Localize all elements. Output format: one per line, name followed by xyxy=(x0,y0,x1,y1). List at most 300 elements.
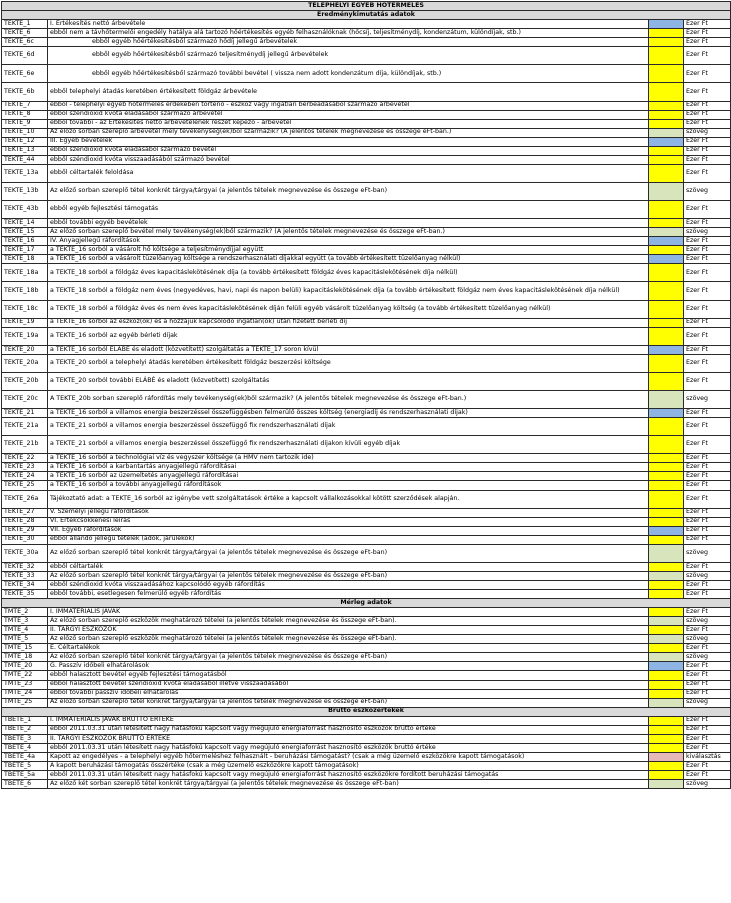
row-code: TEKTE_6 xyxy=(2,29,48,38)
section-header-row xyxy=(2,707,731,716)
data-row xyxy=(2,626,731,635)
row-unit: Ezer Ft xyxy=(684,418,731,436)
row-unit: Ezer Ft xyxy=(684,743,731,752)
data-row xyxy=(2,463,731,472)
row-code: TEKTE_21a xyxy=(2,418,48,436)
row-description: ebből 2011.03.31 után létesített nagy hatásfokú kapcsolt vagy megújuló energiaforrást hasznosító eszközök bruttó értéke xyxy=(48,725,649,734)
data-row xyxy=(2,689,731,698)
data-row xyxy=(2,698,731,707)
row-unit: Ezer Ft xyxy=(684,409,731,418)
value-cell[interactable] xyxy=(649,780,684,789)
row-unit: Ezer Ft xyxy=(684,436,731,454)
row-code: TMTE_22 xyxy=(2,671,48,680)
row-description: ebből széndioxid kvóta eladásából származó árbevétel xyxy=(48,110,649,119)
row-code: TMTE_2 xyxy=(2,608,48,617)
row-code: TEKTE_18b xyxy=(2,282,48,300)
row-unit: Ezer Ft xyxy=(684,327,731,345)
row-code: TEKTE_13 xyxy=(2,146,48,155)
data-row xyxy=(2,734,731,743)
data-row xyxy=(2,761,731,770)
data-row xyxy=(2,454,731,463)
row-unit: Ezer Ft xyxy=(684,119,731,128)
row-description: a TEKTE_16 sorból a további anyagjellegű ráfordítások xyxy=(48,481,649,490)
row-description: a TEKTE_16 sorból a vásárolt tüzelőanyag költsége a rendszerhasználati díjakkal együtt (a tovább értékesített tüzelőanyag nélkül) xyxy=(48,255,649,264)
row-description: E. Céltartalékok xyxy=(48,644,649,653)
value-cell[interactable] xyxy=(649,128,684,137)
data-row xyxy=(2,571,731,580)
row-code: TEKTE_18c xyxy=(2,300,48,318)
row-code: TEKTE_35 xyxy=(2,590,48,599)
data-row xyxy=(2,264,731,282)
value-cell[interactable] xyxy=(649,137,684,146)
row-unit: Ezer Ft xyxy=(684,38,731,47)
row-code: TEKTE_21 xyxy=(2,409,48,418)
row-description: VII. Egyéb ráfordítások xyxy=(48,526,649,535)
value-cell[interactable] xyxy=(649,47,684,65)
row-unit: szöveg xyxy=(684,391,731,409)
row-code: TMTE_4 xyxy=(2,626,48,635)
row-code: TBETE_6 xyxy=(2,780,48,789)
value-cell[interactable] xyxy=(649,698,684,707)
row-unit: Ezer Ft xyxy=(684,237,731,246)
row-unit: Ezer Ft xyxy=(684,770,731,779)
row-description: V. Személyi jellegű ráfordítások xyxy=(48,508,649,517)
row-code: TMTE_20 xyxy=(2,662,48,671)
value-cell[interactable] xyxy=(649,590,684,599)
value-cell[interactable] xyxy=(649,689,684,698)
value-cell[interactable] xyxy=(649,354,684,372)
value-cell[interactable] xyxy=(649,164,684,182)
value-cell[interactable] xyxy=(649,20,684,29)
value-cell[interactable] xyxy=(649,454,684,463)
value-cell[interactable] xyxy=(649,182,684,200)
value-cell[interactable] xyxy=(649,752,684,761)
value-cell[interactable] xyxy=(649,481,684,490)
row-unit: Ezer Ft xyxy=(684,481,731,490)
row-code: TMTE_15 xyxy=(2,644,48,653)
row-unit: szöveg xyxy=(684,544,731,562)
row-unit: Ezer Ft xyxy=(684,454,731,463)
row-code: TEKTE_20b xyxy=(2,372,48,390)
data-row xyxy=(2,391,731,409)
value-cell[interactable] xyxy=(649,653,684,662)
data-row xyxy=(2,653,731,662)
row-description: G. Passzív időbeli elhatárolások xyxy=(48,662,649,671)
row-unit: Ezer Ft xyxy=(684,345,731,354)
row-description: Tájékoztató adat: a TEKTE_16 sorból az igénybe vett szolgáltatások értéke a kapcsolt vállalkozásokkal kötött szerződések alapján. xyxy=(48,490,649,508)
row-description: ebből céltartalék xyxy=(48,562,649,571)
value-cell[interactable] xyxy=(649,644,684,653)
value-cell[interactable] xyxy=(649,110,684,119)
row-description: a TEKTE_16 sorból az egyéb bérleti díjak xyxy=(48,327,649,345)
row-code: TEKTE_26a xyxy=(2,490,48,508)
row-code: TEKTE_6d xyxy=(2,47,48,65)
data-row xyxy=(2,617,731,626)
value-cell[interactable] xyxy=(649,716,684,725)
data-row xyxy=(2,246,731,255)
section-header-row xyxy=(2,599,731,608)
row-code: TEKTE_23 xyxy=(2,463,48,472)
value-cell[interactable] xyxy=(649,571,684,580)
row-description: ebből egyéb hőértékesítésből származó további bevétel ( vissza nem adott kondenzátum díja, különdíjak, stb.) xyxy=(48,65,649,83)
row-code: TEKTE_24 xyxy=(2,472,48,481)
row-code: TMTE_23 xyxy=(2,680,48,689)
row-description: IV. Anyagjellegű ráfordítások xyxy=(48,237,649,246)
row-description: Az előző sorban szereplő tétel konkrét tárgya/tárgyai (a jelentős tételek megnevezése és összege eFt-ban) xyxy=(48,182,649,200)
row-unit: szöveg xyxy=(684,571,731,580)
row-description: ebből nem a távhőtermelői engedély hatálya alá tartozó hőértékesítés egyéb felhasználóknak (hőcsíj, teljesítménydíj, kondenzátum, különdíjak, stb.) xyxy=(48,29,649,38)
row-description: Az előző sorban szereplő tétel konkrét tárgya/tárgyai (a jelentős tételek megnevezése és összege eFt-ban) xyxy=(48,544,649,562)
row-description: ebből 2011.03.31 után létesített nagy hatásfokú kapcsolt vagy megújuló energiaforrást hasznosító eszközök bruttó értéke xyxy=(48,743,649,752)
row-description: I. IMMATERIÁLIS JAVAK BRUTTÓ ÉRTÉKE xyxy=(48,716,649,725)
row-description: a TEKTE_21 sorból a villamos energia beszerzéssel összefüggő fix rendszerhasználati díjak xyxy=(48,418,649,436)
row-code: TEKTE_17 xyxy=(2,246,48,255)
row-code: TEKTE_13b xyxy=(2,182,48,200)
row-description: a TEKTE_16 sorból a technológiai víz és vegyszer költsége (a HMV nem tartozik ide) xyxy=(48,454,649,463)
row-code: TMTE_18 xyxy=(2,653,48,662)
data-row xyxy=(2,182,731,200)
row-code: TEKTE_33 xyxy=(2,571,48,580)
row-code: TEKTE_15 xyxy=(2,228,48,237)
row-description: Az előző sorban szereplő árbevétel mely tevékenység(ek)ből származik? (A jelentős tételek megnevezése és összege eFt-ban.) xyxy=(48,128,649,137)
data-row xyxy=(2,282,731,300)
row-description: I. IMMATERIÁLIS JAVAK xyxy=(48,608,649,617)
row-description: ebből állandó jellegű tételek (adók, járulékok) xyxy=(48,535,649,544)
data-row xyxy=(2,219,731,228)
data-row xyxy=(2,128,731,137)
data-row xyxy=(2,526,731,535)
row-code: TEKTE_16 xyxy=(2,237,48,246)
row-description: Az előző sorban szereplő eszközök meghatározó tételei (a jelentős tételek megnevezése és összege eFt-ban). xyxy=(48,635,649,644)
row-unit: Ezer Ft xyxy=(684,372,731,390)
row-description: ebből széndioxid kvóta visszaadásából származó bevétel xyxy=(48,155,649,164)
row-description: a TEKTE_20 sorból a telephelyi átadás keretében értékesített földgáz beszerzési költsége xyxy=(48,354,649,372)
data-sheet xyxy=(1,1,731,789)
row-description: a TEKTE_16 sorból az eszköz(ök) és a hozzájuk kapcsolódó ingatlan(ok) után fizetett bérleti díj xyxy=(48,318,649,327)
row-unit: Ezer Ft xyxy=(684,264,731,282)
row-description: ebből céltartalék feloldása xyxy=(48,164,649,182)
value-cell[interactable] xyxy=(649,581,684,590)
data-row xyxy=(2,137,731,146)
row-code: TEKTE_6e xyxy=(2,65,48,83)
value-cell[interactable] xyxy=(649,327,684,345)
row-unit: Ezer Ft xyxy=(684,581,731,590)
row-unit: Ezer Ft xyxy=(684,318,731,327)
row-unit: Ezer Ft xyxy=(684,662,731,671)
value-cell[interactable] xyxy=(649,101,684,110)
row-description: ebből széndioxid kvóta visszaadásához kapcsolódó egyéb ráfordítás xyxy=(48,581,649,590)
row-unit: Ezer Ft xyxy=(684,689,731,698)
row-code: TEKTE_6b xyxy=(2,83,48,101)
value-cell[interactable] xyxy=(649,472,684,481)
value-cell[interactable] xyxy=(649,671,684,680)
value-cell[interactable] xyxy=(649,617,684,626)
value-cell[interactable] xyxy=(649,409,684,418)
value-cell[interactable] xyxy=(649,725,684,734)
row-unit: Ezer Ft xyxy=(684,716,731,725)
section-header: Eredménykimutatás adatok xyxy=(2,11,731,20)
row-unit: Ezer Ft xyxy=(684,300,731,318)
row-unit: Ezer Ft xyxy=(684,83,731,101)
row-unit: Ezer Ft xyxy=(684,20,731,29)
row-unit: kiválasztás xyxy=(684,752,731,761)
row-description: ebből 2011.03.31 után létesített nagy hatásfokú kapcsolt vagy megújuló energiaforrást hasznosító eszközökre fordított beruházási támogatás xyxy=(48,770,649,779)
row-unit: Ezer Ft xyxy=(684,671,731,680)
row-unit: Ezer Ft xyxy=(684,354,731,372)
row-code: TEKTE_20 xyxy=(2,345,48,354)
row-description: Az előző sorban szereplő eszközök meghatározó tételei (a jelentős tételek megnevezése és összege eFt-ban). xyxy=(48,617,649,626)
row-unit: Ezer Ft xyxy=(684,526,731,535)
data-row xyxy=(2,110,731,119)
data-row xyxy=(2,770,731,779)
row-code: TEKTE_28 xyxy=(2,517,48,526)
row-unit: szöveg xyxy=(684,617,731,626)
value-cell[interactable] xyxy=(649,155,684,164)
data-row xyxy=(2,354,731,372)
row-code: TEKTE_20c xyxy=(2,391,48,409)
data-row xyxy=(2,409,731,418)
row-description: Az előző sorban szereplő tétel konkrét tárgya/tárgyai (a jelentős tételek megnevezése és összege eFt-ban) xyxy=(48,571,649,580)
row-unit: Ezer Ft xyxy=(684,47,731,65)
value-cell[interactable] xyxy=(649,228,684,237)
value-cell[interactable] xyxy=(649,391,684,409)
data-row xyxy=(2,318,731,327)
row-unit: Ezer Ft xyxy=(684,562,731,571)
row-description: I. Értékesítés nettó árbevétele xyxy=(48,20,649,29)
row-code: TBETE_5a xyxy=(2,770,48,779)
data-row xyxy=(2,752,731,761)
value-cell[interactable] xyxy=(649,535,684,544)
data-row xyxy=(2,155,731,164)
value-cell[interactable] xyxy=(649,282,684,300)
row-unit: Ezer Ft xyxy=(684,472,731,481)
row-code: TEKTE_20a xyxy=(2,354,48,372)
row-unit: Ezer Ft xyxy=(684,590,731,599)
value-cell[interactable] xyxy=(649,562,684,571)
row-description: ebből - telephelyi egyéb hőtermelés érdekében történő - eszköz vagy ingatlan bérbeadásából származó árbevétel xyxy=(48,101,649,110)
row-unit: Ezer Ft xyxy=(684,535,731,544)
value-cell[interactable] xyxy=(649,635,684,644)
value-cell[interactable] xyxy=(649,436,684,454)
row-unit: Ezer Ft xyxy=(684,65,731,83)
row-unit: Ezer Ft xyxy=(684,146,731,155)
row-code: TEKTE_1 xyxy=(2,20,48,29)
row-code: TEKTE_25 xyxy=(2,481,48,490)
row-unit: szöveg xyxy=(684,653,731,662)
data-row xyxy=(2,83,731,101)
row-unit: Ezer Ft xyxy=(684,201,731,219)
row-code: TBETE_2 xyxy=(2,725,48,734)
row-unit: Ezer Ft xyxy=(684,164,731,182)
row-unit: Ezer Ft xyxy=(684,282,731,300)
row-description: a TEKTE_16 sorból a vásárolt hő költsége a teljesítménydíjjal együtt xyxy=(48,246,649,255)
row-unit: Ezer Ft xyxy=(684,725,731,734)
value-cell[interactable] xyxy=(649,608,684,617)
row-code: TMTE_24 xyxy=(2,689,48,698)
data-row xyxy=(2,644,731,653)
row-code: TEKTE_19a xyxy=(2,327,48,345)
data-row xyxy=(2,725,731,734)
row-code: TEKTE_43b xyxy=(2,201,48,219)
value-cell[interactable] xyxy=(649,734,684,743)
value-cell[interactable] xyxy=(649,761,684,770)
row-unit: Ezer Ft xyxy=(684,155,731,164)
row-unit: Ezer Ft xyxy=(684,490,731,508)
row-description: Az előző sorban szereplő bevétel mely tevékenység(ek)ből származik? (A jelentős tételek megnevezése és összege eFt-ban.) xyxy=(48,228,649,237)
row-description: a TEKTE_21 sorból a villamos energia beszerzéssel összefüggő fix rendszerhasználati díjakon kívüli egyéb díjak xyxy=(48,436,649,454)
data-row xyxy=(2,47,731,65)
row-description: a TEKTE_18 sorból a földgáz éves kapacitáslekötésének díja (a tovább értékesített földgáz éves kapacitáslekötésének díja nélkül) xyxy=(48,264,649,282)
value-cell[interactable] xyxy=(649,201,684,219)
row-unit: Ezer Ft xyxy=(684,29,731,38)
data-row xyxy=(2,680,731,689)
row-code: TEKTE_6c xyxy=(2,38,48,47)
value-cell[interactable] xyxy=(649,29,684,38)
row-code: TEKTE_44 xyxy=(2,155,48,164)
value-cell[interactable] xyxy=(649,219,684,228)
value-cell[interactable] xyxy=(649,770,684,779)
row-unit: szöveg xyxy=(684,182,731,200)
value-cell[interactable] xyxy=(649,246,684,255)
title-row xyxy=(2,2,731,11)
row-description: ebből széndioxid kvóta eladásából származó bevétel xyxy=(48,146,649,155)
value-cell[interactable] xyxy=(649,146,684,155)
data-row xyxy=(2,490,731,508)
row-description: a TEKTE_16 sorból a villamos energia beszerzéssel összefüggésben felmerülő összes költség (energiadíj és rendszerhasználati díjak) xyxy=(48,409,649,418)
value-cell[interactable] xyxy=(649,264,684,282)
row-code: TEKTE_29 xyxy=(2,526,48,535)
value-cell[interactable] xyxy=(649,345,684,354)
section-header: Bruttó eszközértékek xyxy=(2,707,731,716)
data-row xyxy=(2,590,731,599)
value-cell[interactable] xyxy=(649,372,684,390)
row-unit: Ezer Ft xyxy=(684,101,731,110)
row-description: Az előző sorban szereplő tétel konkrét tárgya/tárgyai (a jelentős tételek megnevezése és összege eFt-ban) xyxy=(48,698,649,707)
value-cell[interactable] xyxy=(649,318,684,327)
value-cell[interactable] xyxy=(649,526,684,535)
row-code: TEKTE_21b xyxy=(2,436,48,454)
row-code: TBETE_5 xyxy=(2,761,48,770)
row-description: ebből további egyéb bevételek xyxy=(48,219,649,228)
row-unit: Ezer Ft xyxy=(684,517,731,526)
row-code: TBETE_4 xyxy=(2,743,48,752)
row-unit: Ezer Ft xyxy=(684,508,731,517)
data-row xyxy=(2,38,731,47)
data-row xyxy=(2,372,731,390)
row-description: Kapott az engedélyes - a telephelyi egyéb hőtermeléshez felhasznált - beruházási támogatást? (csak a még üzemelő eszközökre kapott támogatások) xyxy=(48,752,649,761)
data-row xyxy=(2,743,731,752)
row-unit: szöveg xyxy=(684,698,731,707)
value-cell[interactable] xyxy=(649,38,684,47)
value-cell[interactable] xyxy=(649,237,684,246)
row-code: TEKTE_32 xyxy=(2,562,48,571)
data-row xyxy=(2,662,731,671)
value-cell[interactable] xyxy=(649,626,684,635)
row-unit: Ezer Ft xyxy=(684,626,731,635)
row-description: ebből egyéb hőértékesítésből származó teljesítménydíj jellegű árbevételek xyxy=(48,47,649,65)
data-row xyxy=(2,716,731,725)
row-unit: szöveg xyxy=(684,228,731,237)
row-code: TEKTE_12 xyxy=(2,137,48,146)
data-row xyxy=(2,780,731,789)
row-description: a TEKTE_16 sorból ELÁBÉ és eladott (közvetített) szolgáltatás a TEKTE_17 soron kívül xyxy=(48,345,649,354)
value-cell[interactable] xyxy=(649,662,684,671)
data-row xyxy=(2,671,731,680)
row-code: TBETE_4a xyxy=(2,752,48,761)
row-unit: szöveg xyxy=(684,780,731,789)
row-code: TEKTE_27 xyxy=(2,508,48,517)
row-code: TEKTE_9 xyxy=(2,119,48,128)
value-cell[interactable] xyxy=(649,255,684,264)
sheet-title: TELEPHELYI EGYÉB HŐTERMELÉS xyxy=(2,2,731,11)
row-code: TEKTE_7 xyxy=(2,101,48,110)
row-description: ebből egyéb fejlesztési támogatás xyxy=(48,201,649,219)
value-cell[interactable] xyxy=(649,463,684,472)
data-row xyxy=(2,29,731,38)
value-cell[interactable] xyxy=(649,300,684,318)
row-code: TEKTE_18 xyxy=(2,255,48,264)
row-unit: Ezer Ft xyxy=(684,246,731,255)
row-code: TMTE_25 xyxy=(2,698,48,707)
data-row xyxy=(2,481,731,490)
sheet-body xyxy=(2,2,731,789)
value-cell[interactable] xyxy=(649,418,684,436)
row-description: a TEKTE_20 sorból további ELÁBÉ és eladott (közvetített) szolgáltatás xyxy=(48,372,649,390)
row-description: ebből további - az Értékesítés nettó árbevételének részét képező - árbevétel xyxy=(48,119,649,128)
row-code: TEKTE_13a xyxy=(2,164,48,182)
row-description: Az előző két sorban szereplő tétel konkrét tárgya/tárgyai (a jelentős tételek megnevezése és összege eFt-ban) xyxy=(48,780,649,789)
row-unit: Ezer Ft xyxy=(684,761,731,770)
value-cell[interactable] xyxy=(649,517,684,526)
value-cell[interactable] xyxy=(649,83,684,101)
row-description: III. Egyéb bevételek xyxy=(48,137,649,146)
row-unit: Ezer Ft xyxy=(684,110,731,119)
data-row xyxy=(2,65,731,83)
value-cell[interactable] xyxy=(649,490,684,508)
data-row xyxy=(2,581,731,590)
value-cell[interactable] xyxy=(649,508,684,517)
row-unit: Ezer Ft xyxy=(684,137,731,146)
row-code: TMTE_3 xyxy=(2,617,48,626)
value-cell[interactable] xyxy=(649,743,684,752)
row-unit: Ezer Ft xyxy=(684,608,731,617)
row-description: A TEKTE_20b sorban szereplő ráfordítás mely tevékenység(ek)ből származik? (A jelentős tételek megnevezése és összege eFt-ban.) xyxy=(48,391,649,409)
row-code: TEKTE_14 xyxy=(2,219,48,228)
row-code: TBETE_1 xyxy=(2,716,48,725)
data-row xyxy=(2,472,731,481)
row-description: a TEKTE_18 sorból a földgáz éves és nem éves kapacitáslekötésének díján felüli egyéb vásárolt tüzelőanyag költség (a tovább értékesített tüzelőanyag nélkül) xyxy=(48,300,649,318)
value-cell[interactable] xyxy=(649,65,684,83)
row-unit: Ezer Ft xyxy=(684,734,731,743)
row-description: A kapott beruházási támogatás összértéke (csak a még üzemelő eszközökre kapott támogatások) xyxy=(48,761,649,770)
data-row xyxy=(2,436,731,454)
value-cell[interactable] xyxy=(649,544,684,562)
row-code: TEKTE_10 xyxy=(2,128,48,137)
value-cell[interactable] xyxy=(649,119,684,128)
section-header: Mérleg adatok xyxy=(2,599,731,608)
row-description: ebből telephelyi átadás keretében értékesített földgáz árbevétele xyxy=(48,83,649,101)
data-row xyxy=(2,418,731,436)
data-row xyxy=(2,517,731,526)
data-row xyxy=(2,20,731,29)
data-row xyxy=(2,535,731,544)
value-cell[interactable] xyxy=(649,680,684,689)
row-code: TBETE_3 xyxy=(2,734,48,743)
data-row xyxy=(2,635,731,644)
data-row xyxy=(2,146,731,155)
row-description: a TEKTE_16 sorból a karbantartás anyagjellegű ráfordításai xyxy=(48,463,649,472)
data-row xyxy=(2,608,731,617)
